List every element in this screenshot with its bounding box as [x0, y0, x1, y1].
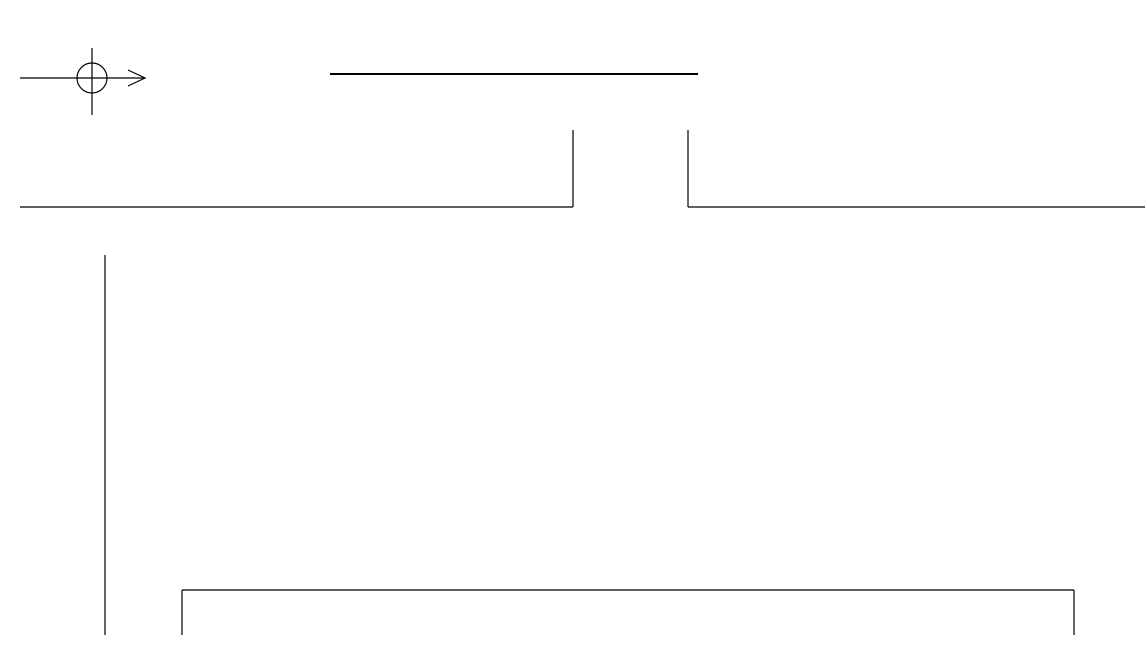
- compass-icon: [20, 48, 145, 115]
- road-lines: [20, 130, 1145, 635]
